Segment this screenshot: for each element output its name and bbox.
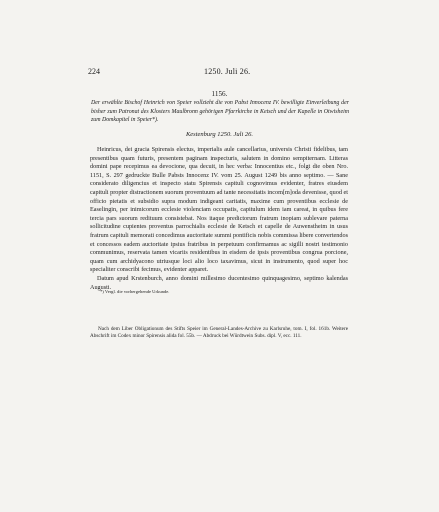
footnote: *) Vergl. die vorhergehende Urkunde. (100, 289, 170, 294)
place-date-line: Kestenburg 1250. Juli 26. (185, 131, 254, 138)
document-summary: Der erwählte Bischof Heinrich von Speier vollzieht die von Pabst Innocenz IV. bewilligte Einverleibung der bisher zum Patronat des Klosters Maulbronn gehörigen Pfarrkirche in Ketsch und der Kapelle in Otwisheim zum Domkapitel in Speier*). (91, 100, 349, 123)
source-note: Nach dem Liber Obligationum des Stifts Speier im General-Landes-Archive zu Karlsruhe, tom. I, fol. 161b. Weitere Abschrift im Codex minor Spirensis alida fol. 55b. — Abdruck bei Würdtwein Subs. dipl. V, ecc. 111. (90, 326, 348, 339)
body-paragraph: Heinricus, dei gracia Spirensis electus, imperialis aule cancellarius, universis Christi fidelibus, tam presentibus quam futuris, presentem paginam inspecturis, salutem in domino sempiternam. Litteras domini pape recepimus ea devocione, qua decuit, in hec verba: Innocentius etc., folgt die oben Nro. 1151, S. 297 gedruckte Bulle Pabsts Innocenz IV. vom 25. August 1249 bis anno septimo. — Sane considerato diligencius et inspecto statu Spirensis capituli cognovimus evidenter, fratres eiusdem capituli propter distractionem suorum proventuum ad tante necessitatis incom[m]oda devenisse, quod et officio pietatis et subsidio supra modum indigeant caritatis, maxime cum proventibus ecclesie de Easelingin, per inimicorum ecclesie violenciam occupatis, capitulum idem iam careat, in quibus fere tercia pars suorum redituum consistebat. Nos itaque predictorum fratrum inopiam sublevare paterna sollicitudine cupientes proventus parrochialis ecclesie de Ketsch et capelle de Auwenstheim in usus fratrum capituli memorati concedimus auctoritate summi pontificis nobis commissa libere convertendos et concessos eadem auctoritate ipsius fratribus in perpetuum confirmamus ac sigilli nostri testimonio communimus, reservata tamen vicariis residentibus in eisdem de ipsis proventibus congrua porcione, quam cum archidyacono utriusque loci alio loco taxavimus, sicut in instrumento, quod super hoc specialiter conscribi fecimus, evidenter apparet. (90, 146, 348, 274)
document-number: 1156. (211, 90, 228, 98)
running-header (88, 67, 344, 77)
body-paragraph: Datum apud Krstenburch, anno domini millesimo ducentesimo quinquagesimo, septimo kalendas Augusti. (90, 274, 348, 291)
charter-text (90, 146, 348, 292)
header-date: 1250. Juli 26. (204, 67, 251, 76)
page-number: 224 (88, 67, 100, 76)
